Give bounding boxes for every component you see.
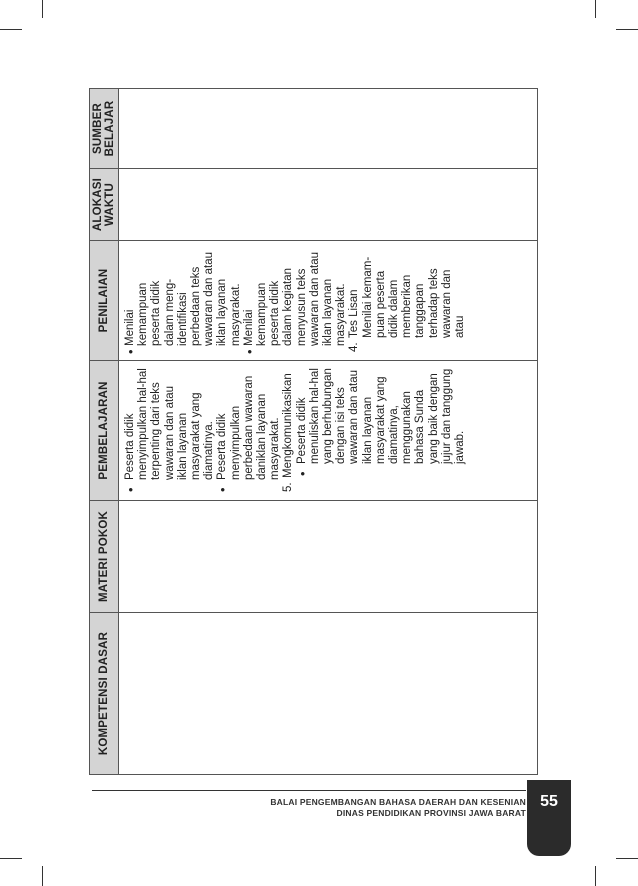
footer-institution: BALAI PENGEMBANGAN BAHASA DAERAH DAN KESENIAN <box>270 797 526 807</box>
table-header-row <box>90 89 119 775</box>
cell-penilaian <box>119 241 538 361</box>
penilaian-bullet: • Menilai kemampuan peserta didik dalam kegiatan menyusun teks wawaran dan atau iklan layanan masyarakat. <box>243 247 349 354</box>
syllabus-table <box>89 88 538 775</box>
crop-mark <box>595 866 596 886</box>
penilaian-item-4 <box>348 247 467 354</box>
pembelajaran-list <box>124 367 282 494</box>
page-number: 55 <box>540 793 558 810</box>
cell-materi-pokok <box>119 501 538 613</box>
page-number-tab <box>527 780 571 856</box>
step-title: Mengkomunikasikan <box>282 373 295 478</box>
header-penilaian: PENILAIAN <box>90 241 119 361</box>
step-number: 5. <box>282 482 295 492</box>
pembelajaran-bullet: • Peserta didik menyimpulkan perbedaan wawaran daniklan layanan masyarakat. <box>216 367 282 494</box>
item-text: Menilai kemam-puan peserta didik dalam memberikan tanggapan terhadap teks wawaran dan atau <box>361 256 467 338</box>
crop-mark <box>595 0 596 18</box>
crop-mark <box>0 29 22 30</box>
crop-mark <box>616 858 638 859</box>
header-kompetensi-dasar: KOMPETENSI DASAR <box>90 613 119 775</box>
page-footer <box>92 790 526 819</box>
table-row <box>119 89 538 775</box>
crop-mark <box>0 858 22 859</box>
penilaian-bullet: • Menilai kemampuan peserta didik dalam meng-identifikasi perbedaan teks wawaran dan atau iklan layanan masyarakat. <box>124 247 243 354</box>
cell-pembelajaran <box>119 361 538 501</box>
header-pembelajaran: PEMBELAJARAN <box>90 361 119 501</box>
pembelajaran-bullet: • Peserta didik menuliskan hal-hal yang berhubungan dengan isi teks wawaran dan atau iklan layanan masyarakat yang diamatinya, menggunakan bahasa Sunda yang baik dengan jujur dan tanggung jawab. <box>296 367 468 478</box>
cell-kompetensi-dasar <box>119 613 538 775</box>
crop-mark <box>42 0 43 18</box>
header-sumber-belajar: SUMBER BELAJAR <box>90 89 119 169</box>
item-title: Tes Lisan <box>348 289 361 338</box>
pembelajaran-step-5 <box>282 367 467 494</box>
header-alokasi-waktu: ALOKASI WAKTU <box>90 169 119 241</box>
item-number: 4. <box>348 342 361 352</box>
rotated-table-container <box>89 89 538 775</box>
header-materi-pokok: MATERI POKOK <box>90 501 119 613</box>
penilaian-list <box>124 247 348 354</box>
crop-mark <box>42 866 43 886</box>
crop-mark <box>616 29 638 30</box>
cell-alokasi-waktu <box>119 169 538 241</box>
pembelajaran-bullet: • Peserta didik menyimpulkan hal-hal terpenting dari teks wawaran dan atau iklan layanan masyarakat yang diamatinya. <box>124 367 216 494</box>
footer-department: DINAS PENDIDIKAN PROVINSI JAWA BARAT <box>336 808 526 818</box>
step-5-list <box>296 367 468 478</box>
cell-sumber-belajar <box>119 89 538 169</box>
